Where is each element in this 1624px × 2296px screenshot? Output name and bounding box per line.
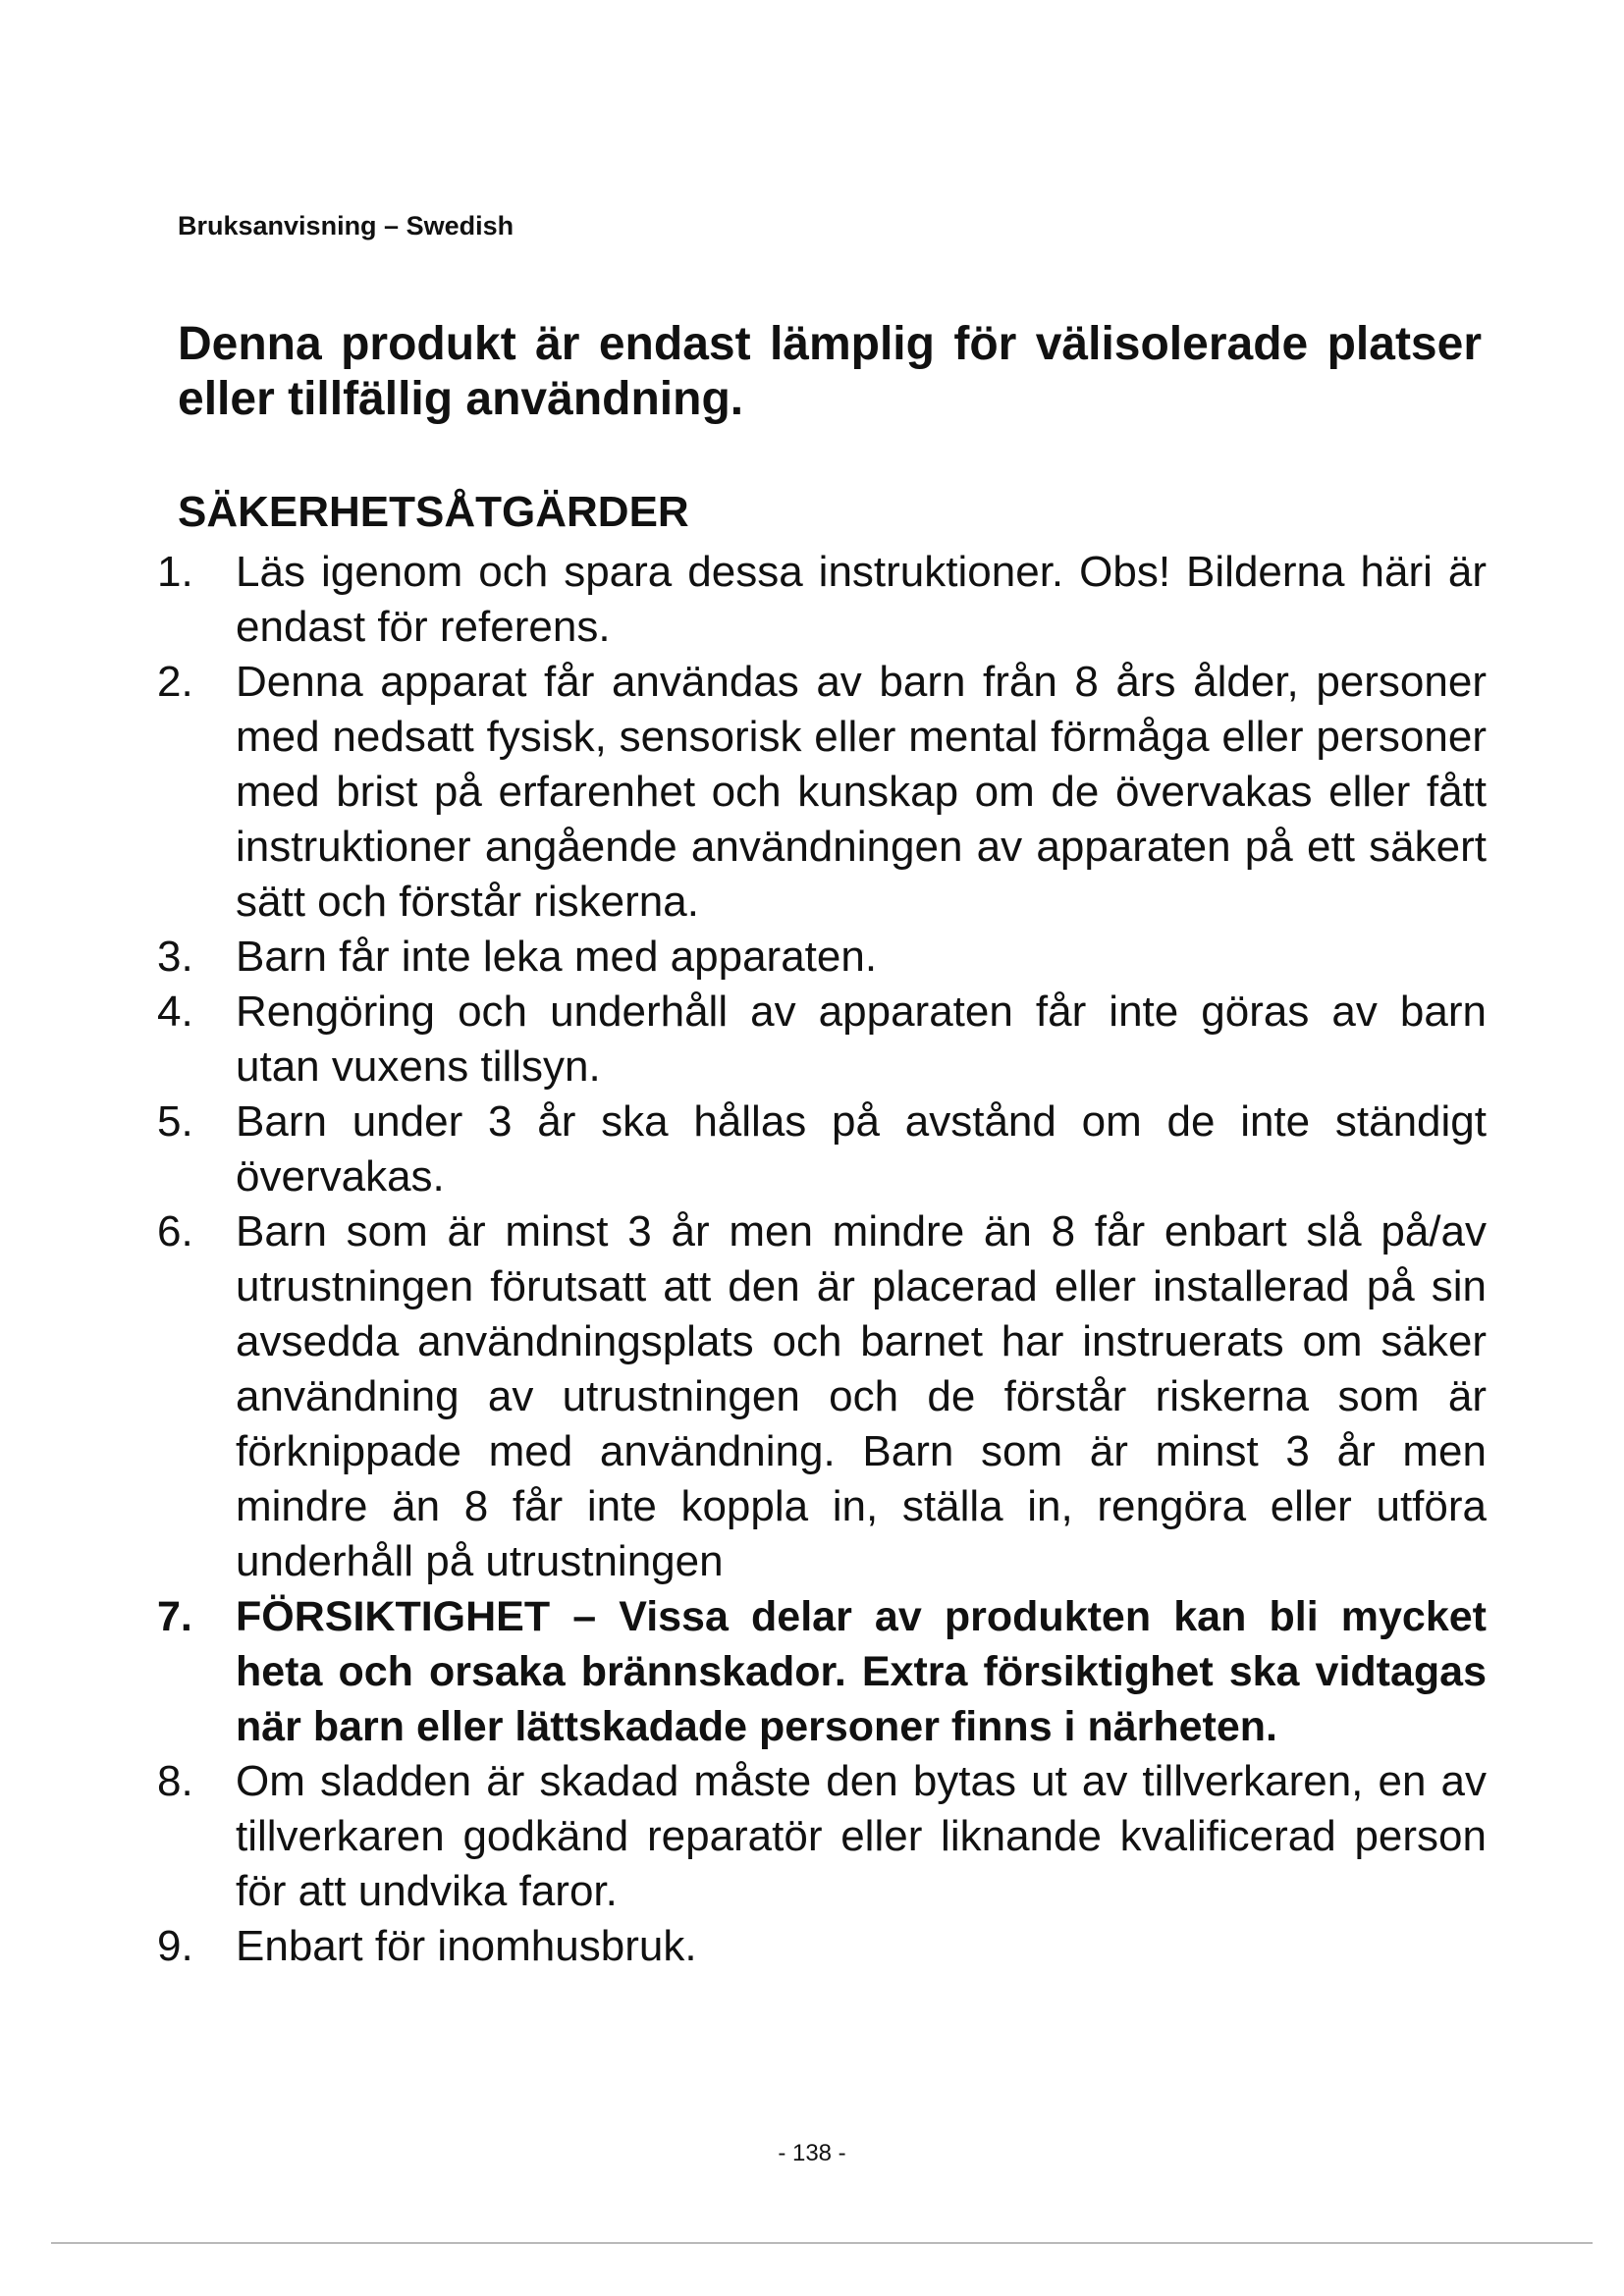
caution-list-item xyxy=(157,1589,1487,1754)
list-item xyxy=(157,930,1487,985)
list-item xyxy=(157,1754,1487,1919)
list-item-number: 4. xyxy=(157,988,193,1036)
list-item-number: 9. xyxy=(157,1922,193,1970)
list-item-text: Barn får inte leka med apparaten. xyxy=(236,933,878,981)
safety-section-title: SÄKERHETSÅTGÄRDER xyxy=(178,488,689,536)
list-item-number: 5. xyxy=(157,1097,193,1146)
safety-instructions-list xyxy=(157,545,1487,1974)
footer-divider xyxy=(51,2242,1593,2244)
list-item-number: 3. xyxy=(157,933,193,981)
list-item-text: Enbart för inomhusbruk. xyxy=(236,1922,697,1970)
list-item-number: 7. xyxy=(157,1593,192,1640)
list-item-text: Läs igenom och spara dessa instruktioner. Obs! Bilderna häri är endast för referens. xyxy=(236,548,1487,651)
list-item-number: 8. xyxy=(157,1757,193,1805)
list-item xyxy=(157,545,1487,655)
list-item xyxy=(157,1919,1487,1974)
list-item-text: Om sladden är skadad måste den bytas ut av tillverkaren, en av tillverkaren godkänd reparatör eller liknande kvalificerad person för att undvika faror. xyxy=(236,1757,1487,1915)
list-item xyxy=(157,1204,1487,1589)
list-item-number: 1. xyxy=(157,548,193,596)
list-item xyxy=(157,1095,1487,1204)
list-item xyxy=(157,655,1487,930)
list-item-number: 2. xyxy=(157,658,193,706)
page-number: - 138 - xyxy=(778,2140,846,2166)
list-item-text: Rengöring och underhåll av apparaten får inte göras av barn utan vuxens tillsyn. xyxy=(236,988,1487,1091)
list-item-text: Denna apparat får användas av barn från 8 års ålder, personer med nedsatt fysisk, sensorisk eller mental förmåga eller personer med brist på erfarenhet och kunskap om de övervakas eller fått instruktioner angående användningen av apparaten på ett säkert sätt och förstår riskerna. xyxy=(236,658,1487,926)
list-item xyxy=(157,985,1487,1095)
document-header-label: Bruksanvisning – Swedish xyxy=(178,211,514,240)
intro-statement: Denna produkt är endast lämplig för välisolerade platser eller tillfällig användning. xyxy=(178,318,1482,425)
list-item-number: 6. xyxy=(157,1207,193,1255)
list-item-text: Barn som är minst 3 år men mindre än 8 får enbart slå på/av utrustningen förutsatt att den är placerad eller installerad på sin avsedda användningsplats och barnet har instruerats om säker användning av utrustningen och de förstår riskerna som är förknippade med användning. Barn som är minst 3 år men mindre än 8 får inte koppla in, ställa in, rengöra eller utföra underhåll på utrustningen xyxy=(236,1207,1487,1585)
list-item-text: Barn under 3 år ska hållas på avstånd om de inte ständigt övervakas. xyxy=(236,1097,1487,1201)
caution-warning-text: FÖRSIKTIGHET – Vissa delar av produkten kan bli mycket heta och orsaka brännskador. Extra försiktighet ska vidtagas när barn eller lättskadade personer finns i närheten. xyxy=(236,1593,1487,1750)
